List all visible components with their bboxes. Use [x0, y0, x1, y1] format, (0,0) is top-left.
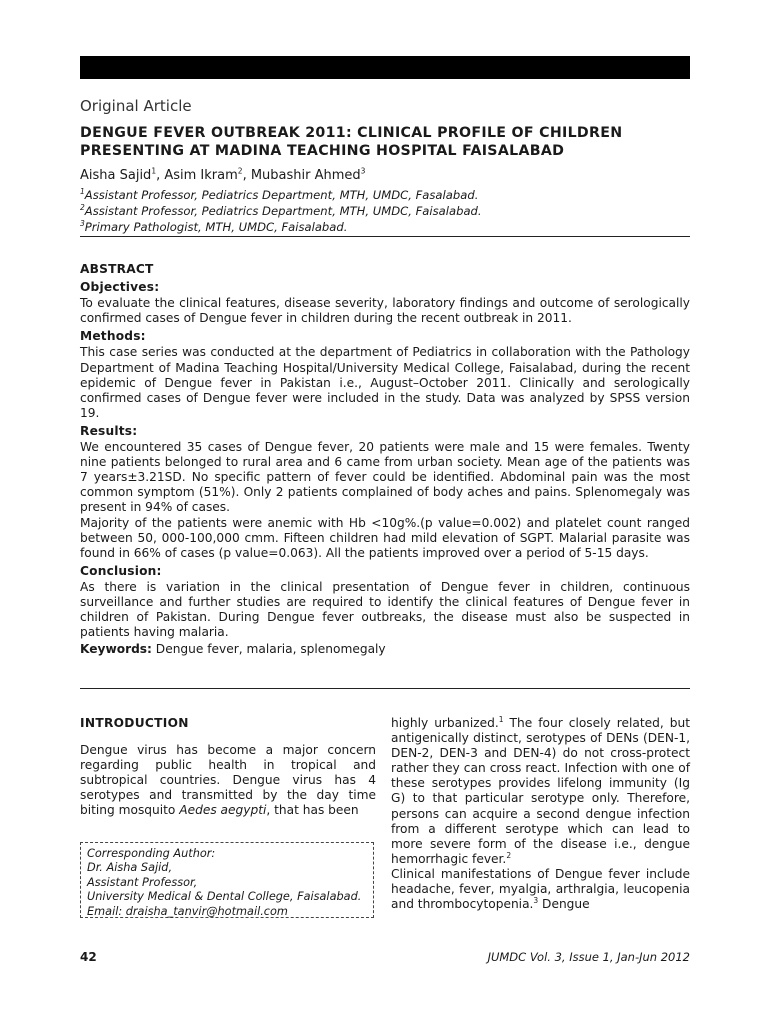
corresponding-line: Corresponding Author:	[87, 847, 216, 860]
introduction-heading: INTRODUCTION	[80, 716, 189, 730]
author-sup: 2	[237, 166, 243, 176]
corresponding-author-box	[80, 842, 374, 918]
right-column	[391, 716, 690, 912]
author-sup: 3	[360, 166, 366, 176]
affiliation: $^3$Primary Pathologist, MTH, UMDC, Faisalabad.	[80, 219, 348, 234]
header-bar	[80, 56, 690, 79]
objectives-heading: Objectives:	[80, 280, 160, 295]
page-number: 42	[80, 950, 97, 964]
abstract	[80, 262, 690, 657]
author-sup: 1	[151, 166, 157, 176]
results-text: Majority of the patients were anemic with Hb <10g%.(p value=0.002) and platelet count ranged between 50, 000-100,000 cmm. Fifteen children had mild elevation of SGPT. Malarial parasite was found in 66% of cases (p value=0.063). All the patients improved over a period of 5-15 days.	[80, 515, 690, 560]
methods-heading: Methods:	[80, 329, 146, 344]
results-heading: Results:	[80, 423, 138, 438]
author-name: , Mubashir Ahmed	[242, 168, 361, 183]
article-title	[80, 124, 690, 160]
journal-citation: JUMDC Vol. 3, Issue 1, Jan-Jun 2012	[487, 950, 690, 964]
introduction-paragraph: Dengue virus has become a major concern regarding public health in tropical and subtropical countries. Dengue virus has 4 serotypes and transmitted by the day time biting mosquito Aedes aegypti, that has been	[80, 743, 376, 818]
corresponding-email: Email: draisha_tanvir@hotmail.com	[87, 904, 288, 918]
corresponding-line: Assistant Professor,	[87, 875, 198, 889]
author-name: , Asim Ikram	[156, 168, 238, 183]
affiliation: $^1$Assistant Professor, Pediatrics Department, MTH, UMDC, Fasalabad.	[80, 187, 479, 202]
affiliations	[80, 187, 482, 235]
introduction-paragraph: Clinical manifestations of Dengue fever include headache, fever, myalgia, arthralgia, leucopenia and thrombocytopenia.$^3$ Dengue	[391, 866, 690, 912]
corresponding-line: Dr. Aisha Sajid,	[87, 861, 173, 875]
objectives-text: To evaluate the clinical features, disease severity, laboratory findings and outcome of serologically confirmed cases of Dengue fever in children during the recent outbreak in 2011.	[80, 296, 690, 326]
keywords	[80, 642, 690, 657]
methods-text: This case series was conducted at the department of Pediatrics in collaboration with the Pathology Department of Madina Teaching Hospital/University Medical College, Faisalabad, during the recent epidemic of Dengue fever in Pakistan i.e., August–October 2011. Clinically and serologically confirmed cases of Dengue fever were included in the study. Data was analyzed by SPSS version 19.	[80, 345, 690, 420]
author-name: Aisha Sajid	[80, 168, 152, 183]
title-line-1: DENGUE FEVER OUTBREAK 2011: CLINICAL PROFILE OF CHILDREN	[80, 125, 623, 141]
title-line-2: PRESENTING AT MADINA TEACHING HOSPITAL FAISALABAD	[80, 143, 565, 159]
left-column	[80, 716, 376, 819]
results-text: We encountered 35 cases of Dengue fever, 20 patients were male and 15 were females. Twenty nine patients belonged to rural area and 6 came from urban society. Mean age of the patients was 7 years±3.21SD. No specific pattern of fever could be identified. Abdominal pain was the most common symptom (51%). Only 2 patients complained of body aches and pains. Splenomegaly was present in 94% of cases.	[80, 440, 690, 515]
affiliation: $^2$Assistant Professor, Pediatrics Department, MTH, UMDC, Faisalabad.	[80, 203, 482, 218]
article-type: Original Article	[80, 97, 192, 115]
divider	[80, 688, 690, 689]
conclusion-text: As there is variation in the clinical presentation of Dengue fever in children, continuous surveillance and further studies are required to identify the clinical features of Dengue fever in children of Pakistan. During Dengue fever outbreaks, the disease must also be suspected in patients having malaria.	[80, 579, 690, 640]
author-list	[80, 168, 365, 183]
keywords-text: Dengue fever, malaria, splenomegaly	[151, 642, 386, 657]
conclusion-heading: Conclusion:	[80, 563, 162, 578]
abstract-heading: ABSTRACT	[80, 262, 154, 276]
keywords-label: Keywords:	[80, 642, 152, 657]
corresponding-line: University Medical & Dental College, Faisalabad.	[87, 890, 362, 904]
divider	[80, 236, 690, 237]
introduction-paragraph: highly urbanized.$^1$ The four closely related, but antigenically distinct, serotypes of DENs (DEN-1, DEN-2, DEN-3 and DEN-4) do not cross-protect rather they can cross react. Infection with one of these serotypes provides lifelong immunity (Ig G) to that particular serotype only. Therefore, persons can acquire a second dengue infection from a different serotype which can lead to more severe form of the disease i.e., dengue hemorrhagic fever.$^2$	[391, 714, 690, 866]
